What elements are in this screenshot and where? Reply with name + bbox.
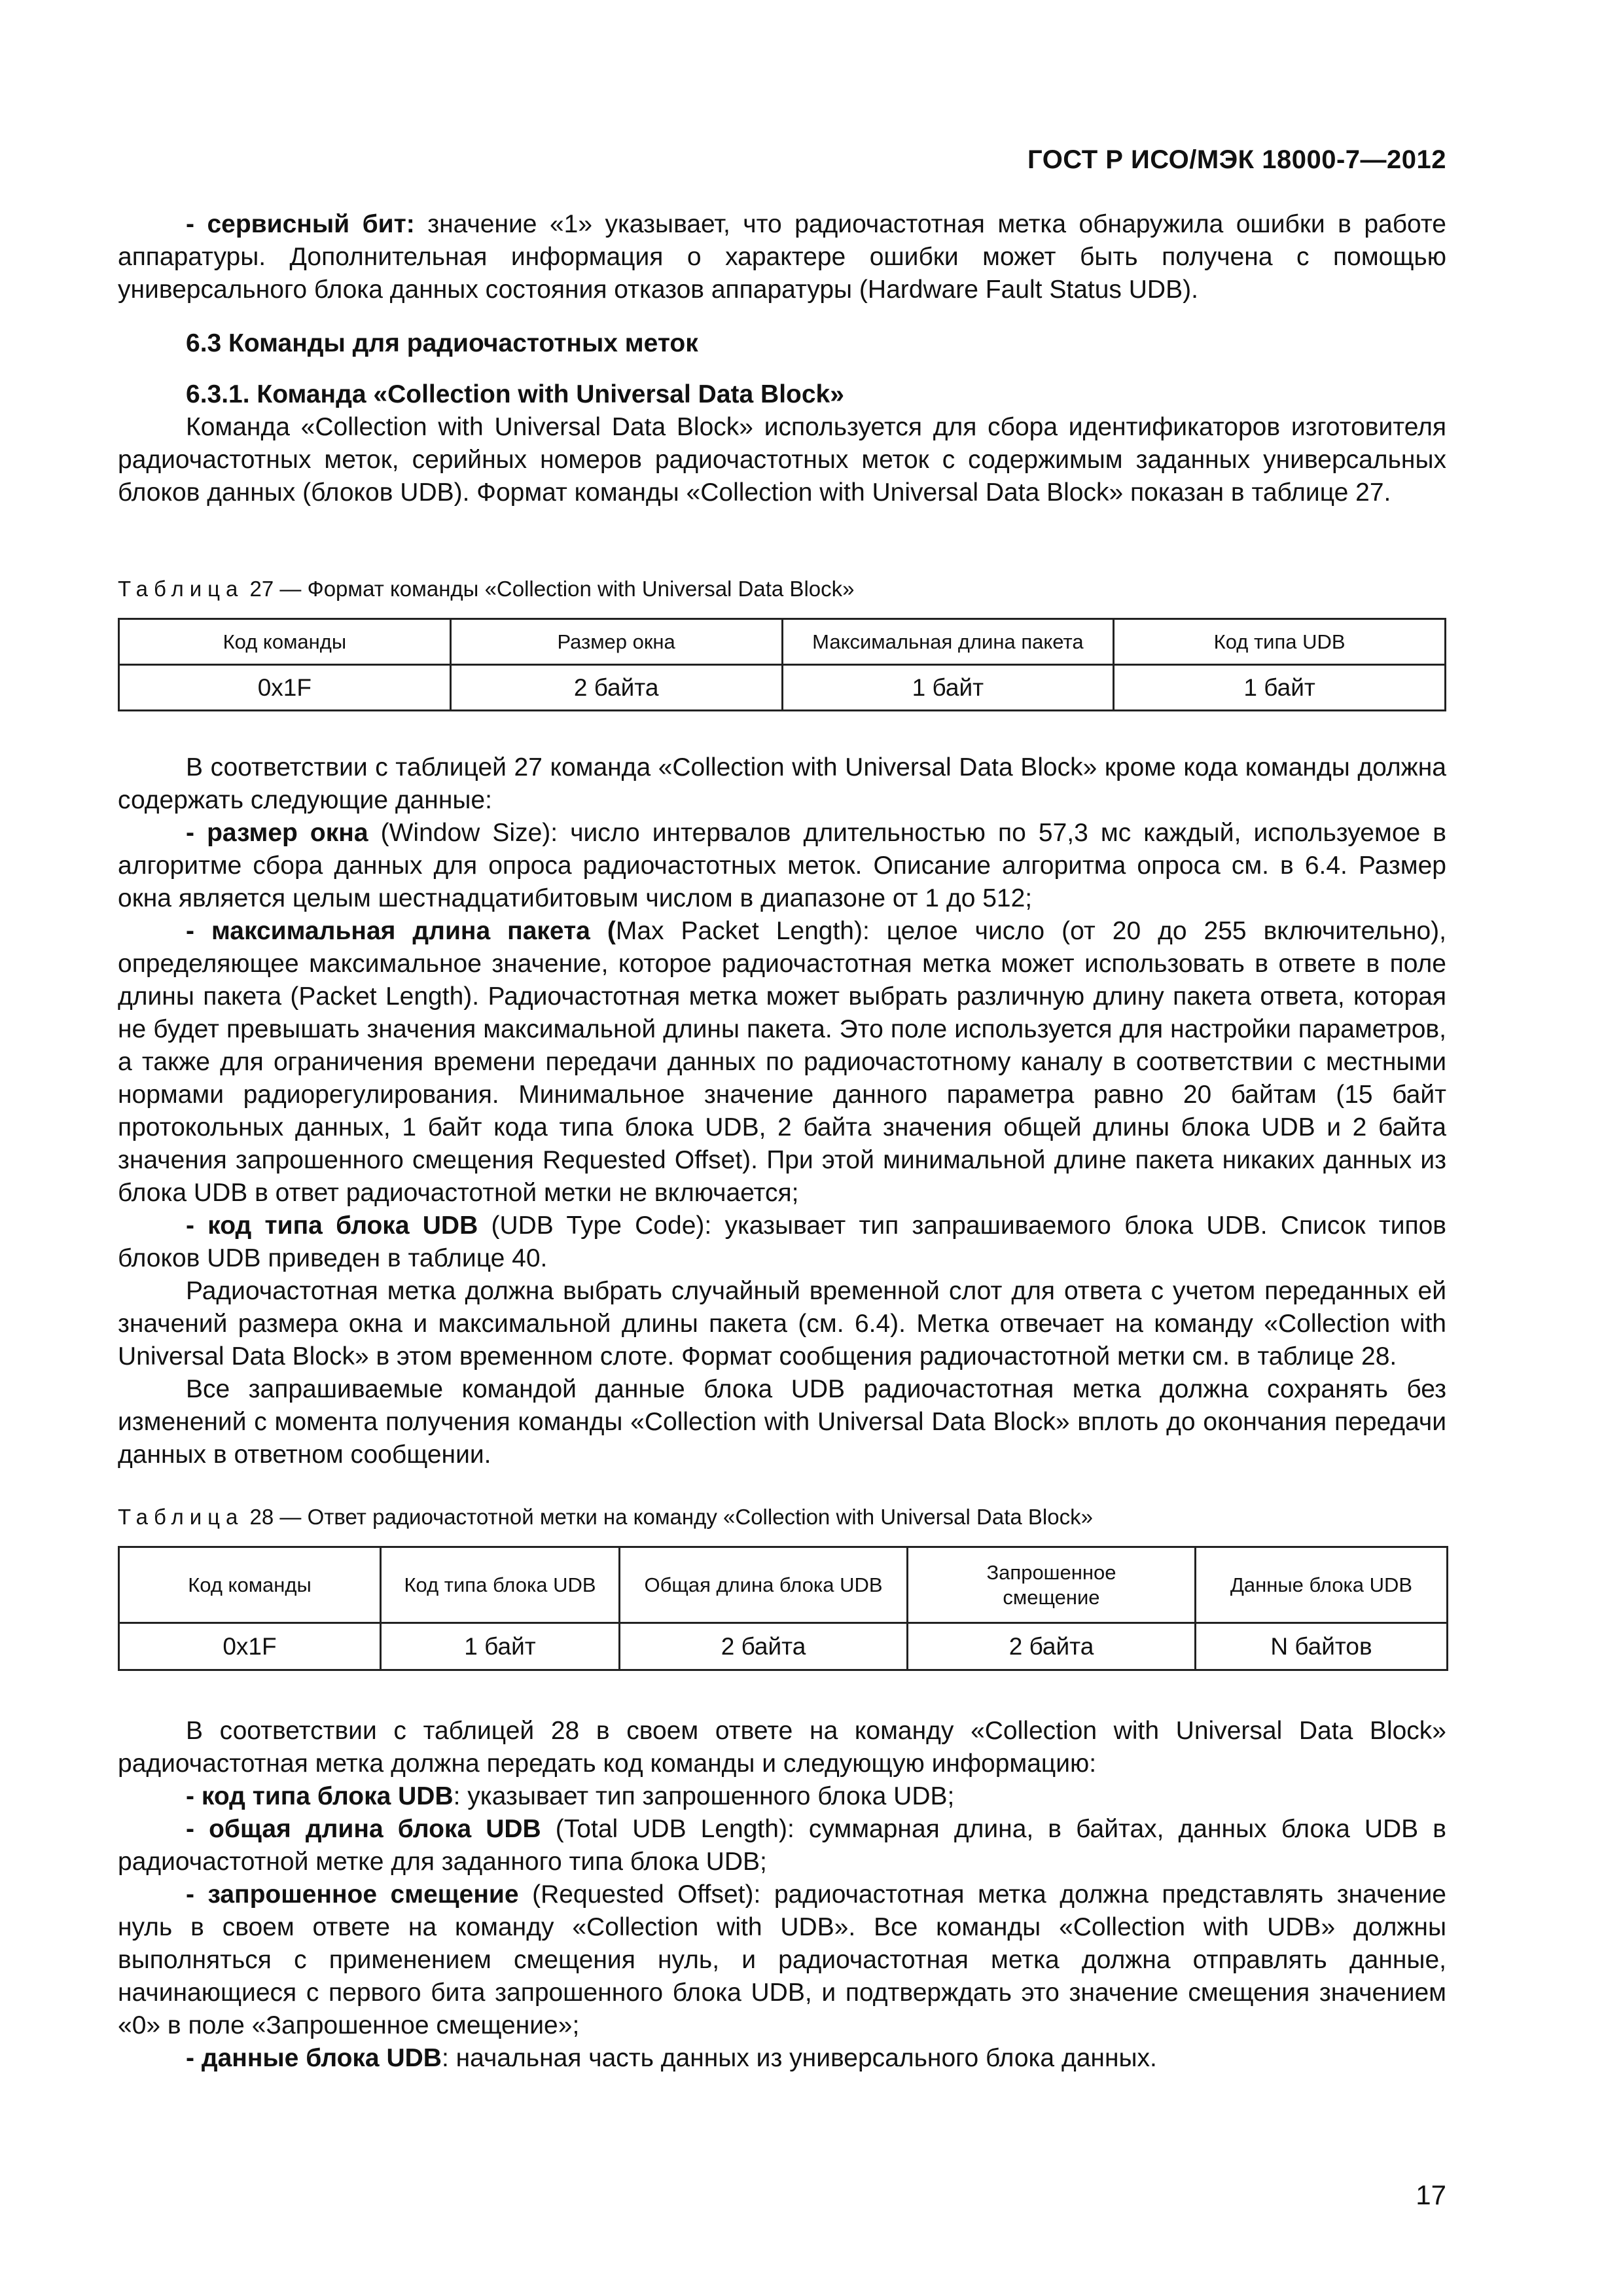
requested-offset-term: - запрошенное смещение [186,1880,519,1909]
table-27-cell: 1 байт [1114,665,1446,711]
udb-data-text: : начальная часть данных из универсального блока данных. [441,2044,1157,2072]
requested-offset-text: (Requested Offset): радиочастотная метка должна представлять значение нуль в своем ответе на команду «Collection with UDB». Все команды «Collection with UDB» должны выполняться с применением смещения нуль, и радиочастотная метка должна отправлять данные, начинающиеся с первого бита запрошенного блока UDB, и подтверждать это значение смещения значением «0» в поле «Запрошенное смещение»; [118,1880,1446,2039]
table-27-header-cell: Код команды [119,619,451,665]
table-28-cell: 2 байта [620,1623,908,1670]
type-code-term: - код типа блока UDB [186,1211,478,1240]
window-size-item [118,817,1446,915]
udb-data-term: - данные блока UDB [186,2044,442,2072]
total-length-term: - общая длина блока UDB [186,1815,541,1843]
type-code-item [118,1210,1446,1275]
table-28-header-cell: Код команды [119,1547,381,1623]
table-28-cell: 1 байт [381,1623,620,1670]
table-28-block [118,1503,1446,1671]
table-27-data-row [119,665,1446,711]
section-heading: 6.3 Команды для радиочастотных меток [186,329,698,357]
service-bit-text: значение «1» указывает, что радиочастотная метка обнаружила ошибки в работе аппаратуры. Дополнительная информация о характере ошибки может быть получена с помощью универсального блока данных состояния отказов аппаратуры (Hardware Fault Status UDB). [118,210,1446,304]
udb-data-item [118,2042,1446,2075]
max-packet-text: Max Packet Length): целое число (от 20 до 255 включительно), определяющее максимальное значение, которое радиочастотная метка может использовать в ответе в поле длины пакета (Packet Length). Радиочастотная метка может выбрать различную длину пакета ответа, которая не будет превышать значения максимальной длины пакета. Это поле используется для настройки параметров, а также для ограничения времени передачи данных по радиочастотному каналу в соответствии с местными нормами радиорегулирования. Минимальное значение данного параметра равно 20 байтам (15 байт протокольных данных, 1 байт кода типа блока UDB, 2 байта значения общей длины блока UDB и 2 байта значения запрошенного смещения Requested Offset). При этой минимальной длине пакета никаких данных из блока UDB в ответ радиочастотной метки не включается; [118,917,1446,1207]
table-28-caption [118,1503,1446,1532]
table-27-caption [118,575,1446,603]
table-27-caption-label: Таблица [118,577,244,601]
service-bit-term: - сервисный бит: [186,210,415,238]
section-6-3 [118,327,1446,509]
total-length-item [118,1813,1446,1878]
table-27-cell: 1 байт [782,665,1114,711]
table-28-header-cell: Общая длина блока UDB [620,1547,908,1623]
response-type-code-term: - код типа блока UDB [186,1782,454,1810]
requested-offset-item [118,1878,1446,2042]
body-block-2 [118,1715,1446,2075]
window-size-text: (Window Size): число интервалов длительностью по 57,3 мс каждый, используемое в алгоритме сбора данных для опроса радиочастотных меток. Описание алгоритма опроса см. в 6.4. Размер окна является целым шестнадцатибитовым числом в диапазоне от 1 до 512; [118,819,1447,912]
service-bit-paragraph [118,208,1446,306]
max-packet-term: - максимальная длина пакета ( [186,917,616,945]
document-code-header: ГОСТ Р ИСО/МЭК 18000-7—2012 [1027,145,1446,174]
response-type-code-item [118,1780,1446,1813]
window-size-term: - размер окна [186,819,368,847]
table-27-block [118,575,1446,711]
table-27-header-row [119,619,1446,665]
table-27-cell: 2 байта [450,665,782,711]
table-27-header-cell: Код типа UDB [1114,619,1446,665]
max-packet-item [118,915,1446,1210]
table-28-cell: N байтов [1196,1623,1448,1670]
table-27-header-cell: Размер окна [450,619,782,665]
udb-preserve-paragraph: Все запрашиваемые командой данные блока UDB радиочастотная метка должна сохранять без изменений с момента получения команды «Collection with Universal Data Block» вплоть до окончания передачи данных в ответном сообщении. [118,1375,1446,1469]
table-28-header-row [119,1547,1448,1623]
table-27-header-cell: Максимальная длина пакета [782,619,1114,665]
table-28-cell: 0x1F [119,1623,381,1670]
table-27-explanation: В соответствии с таблицей 27 команда «Collection with Universal Data Block» кроме кода команды должна содержать следующие данные: [118,753,1446,814]
table-28-header-cell: Данные блока UDB [1196,1547,1448,1623]
intro-block [118,208,1446,306]
page-number: 17 [1416,2179,1446,2210]
table-28-explanation: В соответствии с таблицей 28 в своем ответе на команду «Collection with Universal Data Block» радиочастотная метка должна передать код команды и следующую информацию: [118,1717,1446,1778]
document-page [118,0,1446,2296]
body-block-1 [118,751,1446,1471]
type-code-text: (UDB Type Code): указывает тип запрашиваемого блока UDB. Список типов блоков UDB приведен в таблице 40. [118,1211,1447,1272]
total-length-text: (Total UDB Length): суммарная длина, в байтах, данных блока UDB в радиочастотной метке для заданного типа блока UDB; [118,1815,1446,1876]
table-28-header-cell: Код типа блока UDB [381,1547,620,1623]
section-paragraph: Команда «Collection with Universal Data Block» используется для сбора идентификаторов изготовителя радиочастотных меток, серийных номеров радиочастотных меток с содержимым заданных универсальных блоков данных (блоков UDB). Формат команды «Collection with Universal Data Block» показан в таблице 27. [118,413,1446,507]
table-27-cell: 0x1F [119,665,451,711]
table-28-header-cell: Запрошенное смещение [908,1547,1196,1623]
timeslot-paragraph: Радиочастотная метка должна выбрать случайный временной слот для ответа с учетом переданных ей значений размера окна и максимальной длины пакета (см. 6.4). Метка отвечает на команду «Collection with Universal Data Block» в этом временном слоте. Формат сообщения радиочастотной метки см. в таблице 28. [118,1277,1446,1371]
table-28 [118,1546,1448,1671]
table-28-data-row [119,1623,1448,1670]
table-28-caption-label: Таблица [118,1505,244,1529]
table-28-caption-text: 28 — Ответ радиочастотной метки на команду «Collection with Universal Data Block» [243,1505,1093,1529]
subsection-heading: 6.3.1. Команда «Collection with Universal Data Block» [186,380,844,408]
table-28-cell: 2 байта [908,1623,1196,1670]
response-type-code-text: : указывает тип запрошенного блока UDB; [453,1782,955,1810]
table-27 [118,618,1446,711]
table-27-caption-text: 27 — Формат команды «Collection with Universal Data Block» [243,577,855,601]
